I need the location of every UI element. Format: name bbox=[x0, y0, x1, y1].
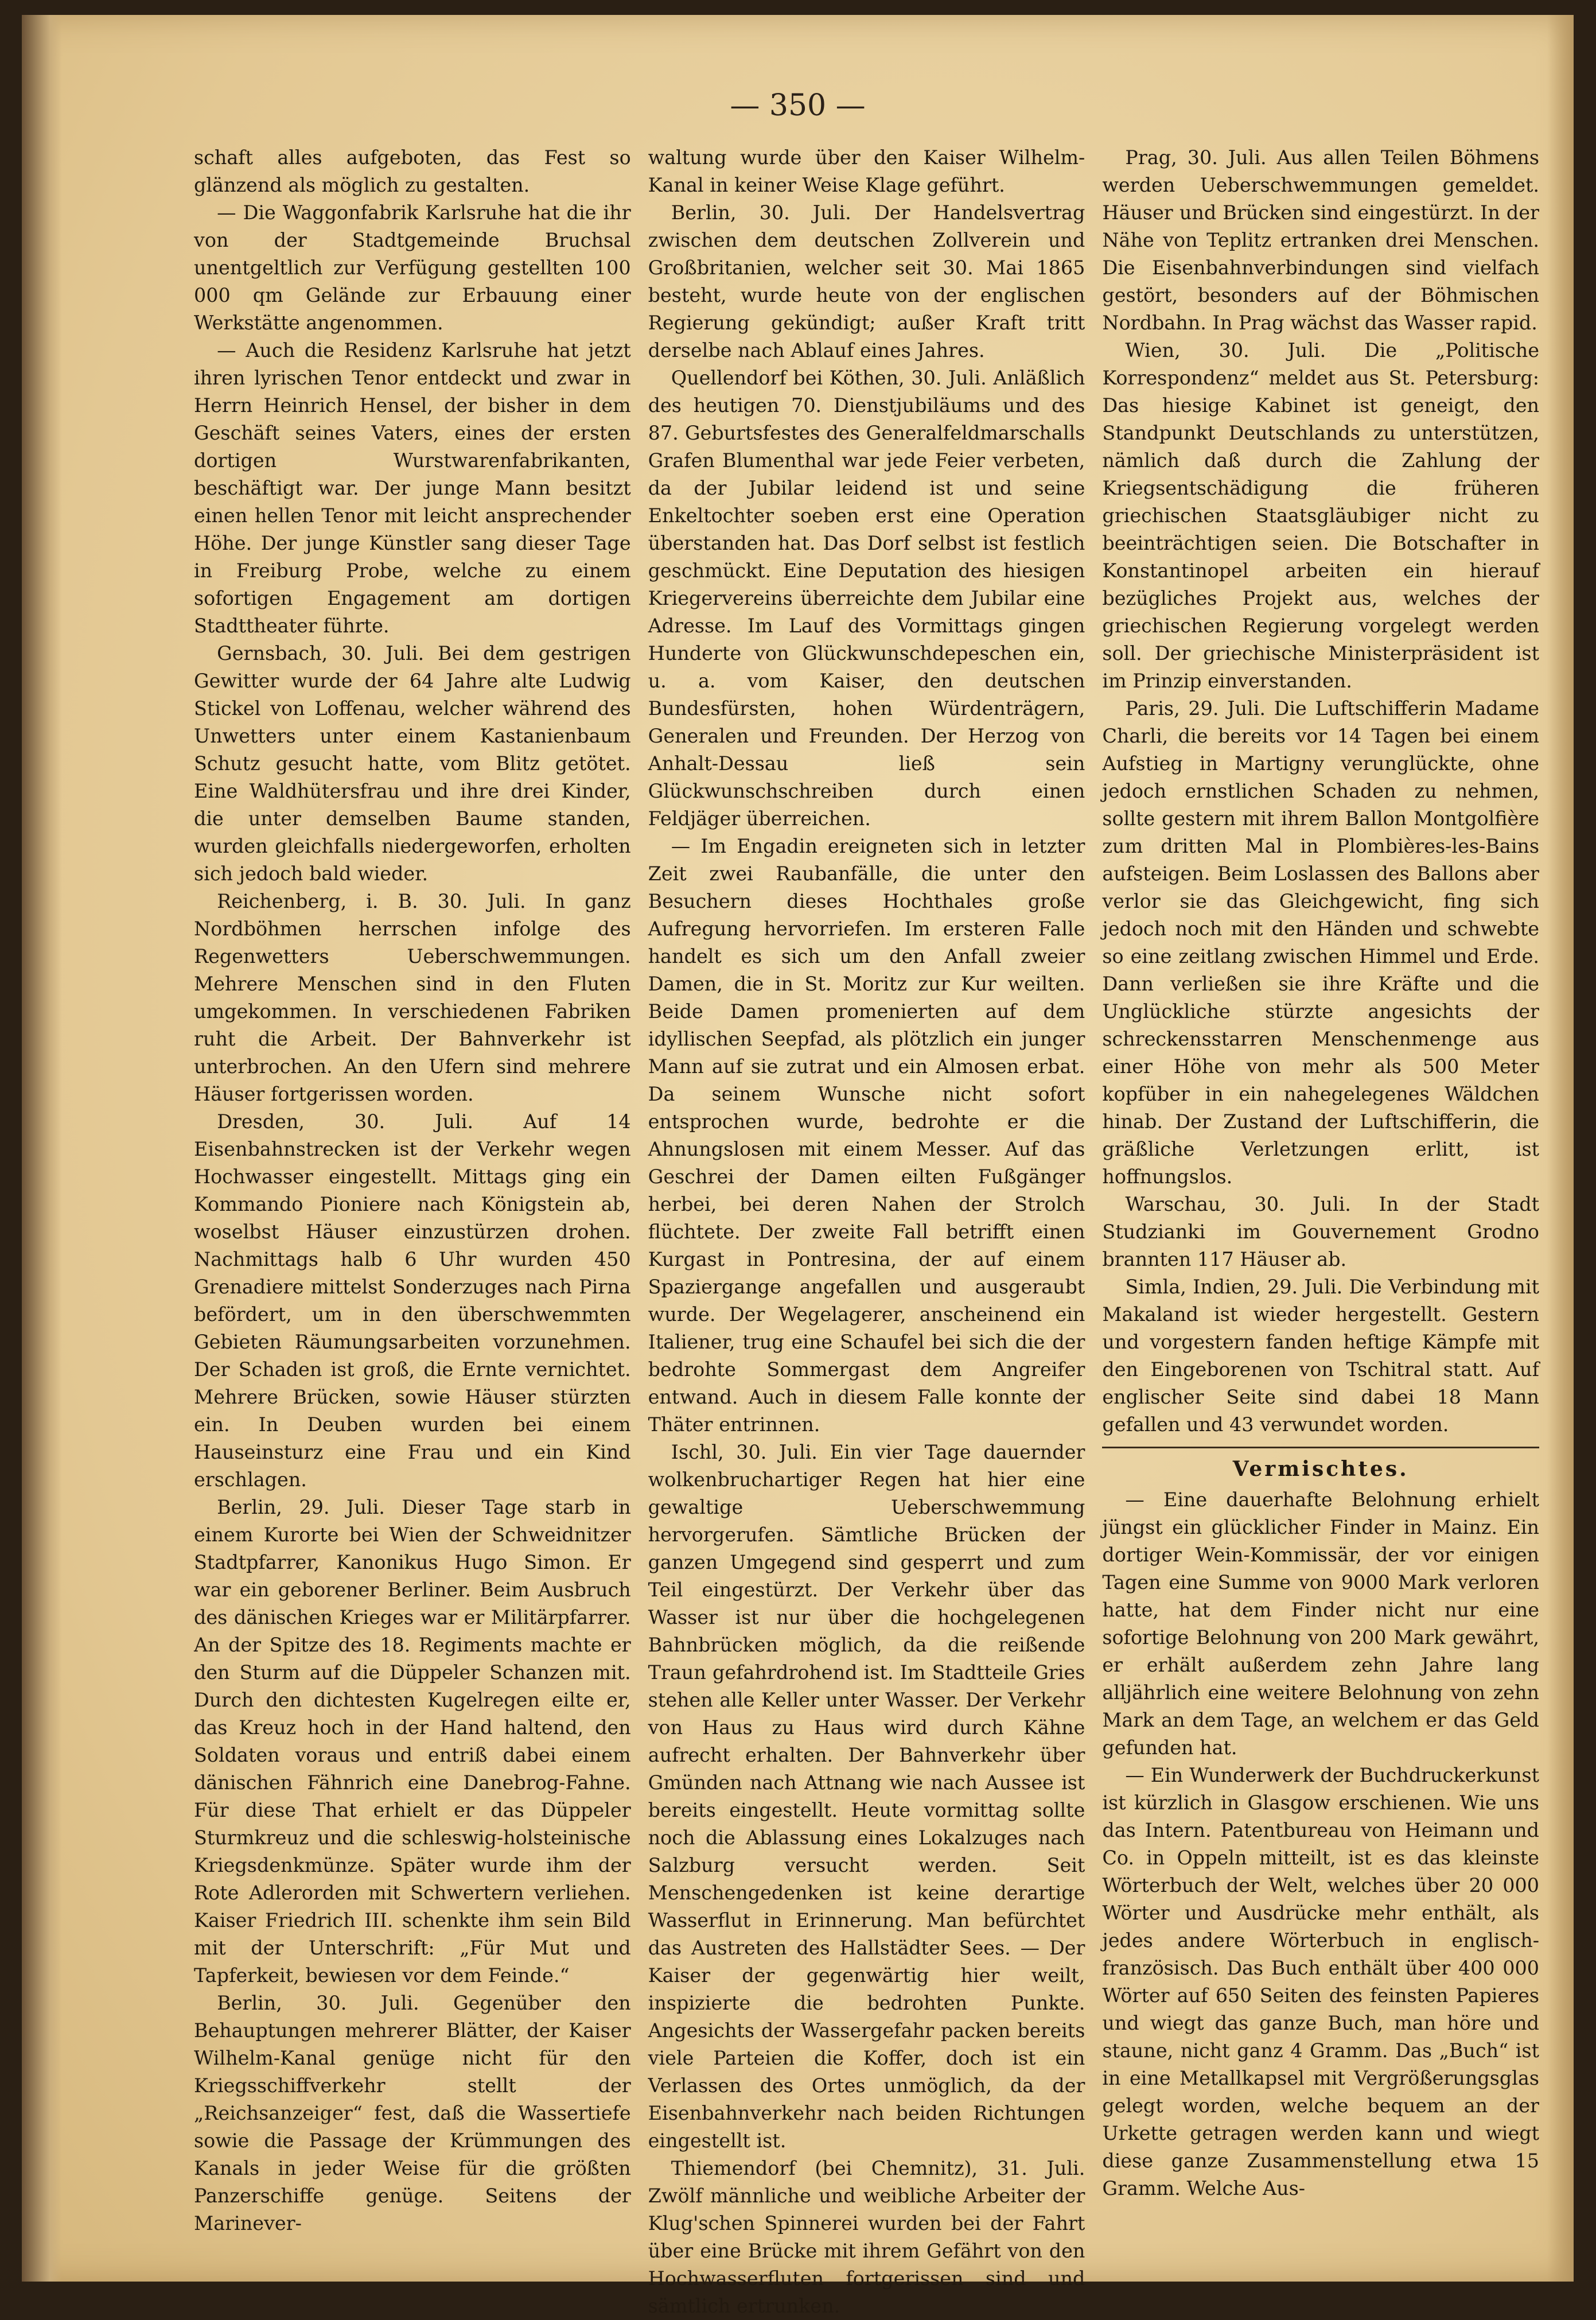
article-paragraph: waltung wurde über den Kaiser Wilhelm-Kanal in keiner Weise Klage geführt. bbox=[648, 146, 1085, 196]
article-paragraph: Prag, 30. Juli. Aus allen Teilen Böhmens werden Ueberschwemmungen gemeldet. Häuser und Brücken sind eingestürzt. In der Nähe von Teplitz ertranken drei Menschen. Die Eisenbahnverbindungen sind vielfach gestört, besonders auf der Böhmischen Nordbahn. In Prag wächst das Wasser rapid. bbox=[1102, 146, 1540, 334]
section-title: Vermischtes. bbox=[1232, 1457, 1409, 1481]
article-paragraph: Quellendorf bei Köthen, 30. Juli. Anläßlich des heutigen 70. Dienstjubiläums und des 87. Geburtsfestes des Generalfeldmarschalls Grafen Blumenthal war jede Feier verbeten, da der Jubilar leidend ist und seine Enkeltochter soeben erst eine Operation überstanden hat. Das Dorf selbst ist festlich geschmückt. Eine Deputation des hiesigen Kriegervereins überreichte dem Jubilar eine Adresse. Im Lauf des Vormittags gingen Hunderte von Glückwunschdepeschen ein, u. a. vom Kaiser, den deutschen Bundesfürsten, hohen Würdenträgern, Generalen und Freunden. Der Herzog von Anhalt-Dessau ließ sein Glückwunschschreiben durch einen Feldjäger überreichen. bbox=[648, 367, 1085, 830]
column-3 bbox=[1102, 144, 1539, 2233]
article-paragraph: — Eine dauerhafte Belohnung erhielt jüngst ein glücklicher Finder in Mainz. Ein dortiger Wein-Kommissär, der vor einigen Tagen eine Summe von 9000 Mark verloren hatte, hat dem Finder nicht nur eine sofortige Belohnung von 200 Mark gewährt, er erhält außerdem zehn Jahre lang alljährlich eine weitere Belohnung von zehn Mark an dem Tage, an welchem er das Geld gefunden hat. bbox=[1102, 1489, 1540, 1759]
article-paragraph: Berlin, 29. Juli. Dieser Tage starb in einem Kurorte bei Wien der Schweidnitzer Stadtpfarrer, Kanonikus Hugo Simon. Er war ein geborener Berliner. Beim Ausbruch des dänischen Krieges war er Militärpfarrer. An der Spitze des 18. Regiments machte er den Sturm auf die Düppeler Schanzen mit. Durch den dichtesten Kugelregen eilte er, das Kreuz hoch in der Hand haltend, den Soldaten voraus und entriß dabei einem dänischen Fähnrich eine Danebrog-Fahne. Für diese That erhielt er das Düppeler Sturmkreuz und die schleswig-holsteinische Kriegsdenkmünze. Später wurde ihm der Rote Adlerorden mit Schwertern verliehen. Kaiser Friedrich III. schenkte ihm sein Bild mit der Unterschrift: „Für Mut und Tapferkeit, bewiesen vor dem Feinde.“ bbox=[194, 1496, 631, 1987]
article-paragraph: Simla, Indien, 29. Juli. Die Verbindung mit Makaland ist wieder hergestellt. Gestern und vorgestern fanden heftige Kämpfe mit den Eingeborenen von Tschitral statt. Auf englischer Seite sind dabei 18 Mann gefallen und 43 verwundet worden. bbox=[1102, 1276, 1540, 1436]
article-paragraph: schaft alles aufgeboten, das Fest so glänzend als möglich zu gestalten. bbox=[194, 146, 631, 196]
article-paragraph: — Die Waggonfabrik Karlsruhe hat die ihr von der Stadtgemeinde Bruchsal unentgeltlich zur Verfügung gestellten 100 000 qm Gelände zur Erbauung einer Werkstätte angenommen. bbox=[194, 201, 631, 334]
page-number: — 350 — bbox=[730, 88, 866, 123]
article-paragraph: — Ein Wunderwerk der Buchdruckerkunst ist kürzlich in Glasgow erschienen. Wie uns das Intern. Patentbureau von Heimann und Co. in Oppeln mitteilt, ist es das kleinste Wörterbuch der Welt, welches über 20 000 Wörter und Ausdrücke mehr enthält, als jedes andere Wörterbuch in englisch-französisch. Das Buch enthält über 400 000 Wörter auf 650 Seiten des feinsten Papieres und wiegt das ganze Buch, man höre und staune, nicht ganz 4 Gramm. Das „Buch“ ist in eine Metallkapsel mit Vergrößerungsglas gelegt worden, welche bequem an der Urkette getragen werden kann und wiegt diese ganze Zusammenstellung etwa 15 Gramm. Welche Aus- bbox=[1102, 1764, 1540, 2199]
article-paragraph: Thiemendorf (bei Chemnitz), 31. Juli. Zwölf männliche und weibliche Arbeiter der Klug'schen Spinnerei wurden bei der Fahrt über eine Brücke mit ihrem Gefährt von den Hochwasserfluten fortgerissen sind und sämtlich ertrunken. bbox=[648, 2157, 1085, 2317]
article-paragraph: Wien, 30. Juli. Die „Politische Korrespondenz“ meldet aus St. Petersburg: Das hiesige Kabinet ist geneigt, den Standpunkt Deutschlands zu unterstützen, nämlich daß durch die Zahlung der Kriegsentschädigung die früheren griechischen Staatsgläubiger nicht zu beeinträchtigen seien. Die Botschafter in Konstantinopel arbeiten ein hierauf bezügliches Projekt aus, welches der griechischen Regierung vorgelegt werden soll. Der griechische Ministerpräsident ist im Prinzip einverstanden. bbox=[1102, 339, 1540, 692]
article-paragraph: Gernsbach, 30. Juli. Bei dem gestrigen Gewitter wurde der 64 Jahre alte Ludwig Stickel von Loffenau, welcher während des Unwetters unter einem Kastanienbaum Schutz gesucht hatte, vom Blitz getötet. Eine Waldhütersfrau und ihre drei Kinder, die unter demselben Baume standen, wurden gleichfalls niedergeworfen, erholten sich jedoch bald wieder. bbox=[194, 642, 631, 885]
column-2 bbox=[648, 144, 1085, 2317]
article-paragraph: — Im Engadin ereigneten sich in letzter Zeit zwei Raubanfälle, die unter den Besuchern dieses Hochthales große Aufregung hervorriefen. Im ersteren Falle handelt es sich um den Anfall zweier Damen, die in St. Moritz zur Kur weilten. Beide Damen promenierten auf dem idyllischen Seepfad, als plötzlich ein junger Mann auf sie zutrat und ein Almosen erbat. Da seinem Wunsche nicht sofort entsprochen wurde, bedrohte er die Ahnungslosen mit einem Messer. Auf das Geschrei der Damen eilten Fußgänger herbei, bei deren Nahen der Strolch flüchtete. Der zweite Fall betrifft einen Kurgast in Pontresina, der auf einem Spaziergange angefallen und ausgeraubt wurde. Der Wegelagerer, anscheinend ein Italiener, trug eine Schaufel bei sich die der bedrohte Sommergast dem Angreifer entwand. Auch in diesem Falle konnte der Thäter entrinnen. bbox=[648, 835, 1085, 1436]
article-paragraph: — Auch die Residenz Karlsruhe hat jetzt ihren lyrischen Tenor entdeckt und zwar in Herrn Heinrich Hensel, der bisher in dem Geschäft seines Vaters, eines der ersten dortigen Wurstwarenfabrikanten, beschäftigt war. Der junge Mann besitzt einen hellen Tenor mit leicht ansprechender Höhe. Der junge Künstler sang dieser Tage in Freiburg Probe, welche zu einem sofortigen Engagement am dortigen Stadttheater führte. bbox=[194, 339, 631, 637]
article-paragraph: Warschau, 30. Juli. In der Stadt Studzianki im Gouvernement Grodno brannten 117 Häuser ab. bbox=[1102, 1193, 1540, 1270]
column-1 bbox=[194, 144, 631, 2233]
text-columns bbox=[194, 144, 1540, 2317]
article-paragraph: Ischl, 30. Juli. Ein vier Tage dauernder wolkenbruchartiger Regen hat hier eine gewaltige Ueberschwemmung hervorgerufen. Sämtliche Brücken der ganzen Umgegend sind gesperrt und zum Teil eingestürzt. Der Verkehr über das Wasser ist nur über die hochgelegenen Bahnbrücken möglich, da die reißende Traun gefahrdrohend ist. Im Stadtteile Gries stehen alle Keller unter Wasser. Der Verkehr von Haus zu Haus wird durch Kähne aufrecht erhalten. Der Bahnverkehr über Gmünden nach Attnang wie nach Aussee ist bereits eingestellt. Heute vormittag sollte noch die Ablassung eines Lokalzuges nach Salzburg versucht werden. Seit Menschengedenken ist keine derartige Wasserflut in Erinnerung. Man befürchtet das Austreten des Hallstädter Sees. — Der Kaiser der gegenwärtig hier weilt, inspizierte die bedrohten Punkte. Angesichts der Wassergefahr packen bereits viele Parteien die Koffer, doch ist ein Verlassen des Ortes unmöglich, da der Eisenbahnverkehr nach beiden Richtungen eingestellt ist. bbox=[648, 1441, 1085, 2152]
article-paragraph: Paris, 29. Juli. Die Luftschifferin Madame Charli, die bereits vor 14 Tagen bei einem Aufstieg in Martigny verunglückte, ohne jedoch ernstlichen Schaden zu nehmen, sollte gestern mit ihrem Ballon Montgolfière zum dritten Mal in Plombières-les-Bains aufsteigen. Beim Loslassen des Ballons aber verlor sie das Gleichgewicht, fing sich jedoch noch mit den Händen und schwebte so eine zeitlang zwischen Himmel und Erde. Dann verließen sie ihre Kräfte und die Unglückliche stürzte angesichts der schreckensstarren Menschenmenge aus einer Höhe von mehr als 500 Meter kopfüber in ein nahegelegenes Wäldchen hinab. Der Zustand der Luftschifferin, die gräßliche Verletzungen erlitt, ist hoffnungslos. bbox=[1102, 697, 1540, 1188]
article-paragraph: Berlin, 30. Juli. Gegenüber den Behauptungen mehrerer Blätter, der Kaiser Wilhelm-Kanal genüge nicht für den Kriegsschiffverkehr stellt der „Reichsanzeiger“ fest, daß die Wassertiefe sowie die Passage der Krümmungen des Kanals in jeder Weise für die größten Panzerschiffe genüge. Seitens der Marinever- bbox=[194, 1992, 631, 2234]
page-binding bbox=[22, 15, 62, 2282]
article-paragraph: Dresden, 30. Juli. Auf 14 Eisenbahnstrecken ist der Verkehr wegen Hochwasser eingestellt. Mittags ging ein Kommando Pioniere nach Königstein ab, woselbst Häuser einzustürzen drohen. Nachmittags halb 6 Uhr wurden 450 Grenadiere mittelst Sonderzuges nach Pirna befördert, um in den überschwemmten Gebieten Räumungsarbeiten vorzunehmen. Der Schaden ist groß, die Ernte vernichtet. Mehrere Brücken, sowie Häuser stürzten ein. In Deuben wurden bei einem Hauseinsturz eine Frau und ein Kind erschlagen. bbox=[194, 1110, 631, 1491]
article-paragraph: Reichenberg, i. B. 30. Juli. In ganz Nordböhmen herrschen infolge des Regenwetters Ueberschwemmungen. Mehrere Menschen sind in den Fluten umgekommen. In verschiedenen Fabriken ruht die Arbeit. Der Bahnverkehr ist unterbrochen. An den Ufern sind mehrere Häuser fortgerissen worden. bbox=[194, 890, 631, 1105]
article-paragraph: Berlin, 30. Juli. Der Handelsvertrag zwischen dem deutschen Zollverein und Großbritanien, welcher seit 30. Mai 1865 besteht, wurde heute von der englischen Regierung gekündigt; außer Kraft tritt derselbe nach Ablauf eines Jahres. bbox=[648, 201, 1085, 362]
section-divider bbox=[1102, 1447, 1539, 1448]
newspaper-page bbox=[22, 15, 1574, 2317]
page-edge bbox=[1547, 15, 1574, 2282]
